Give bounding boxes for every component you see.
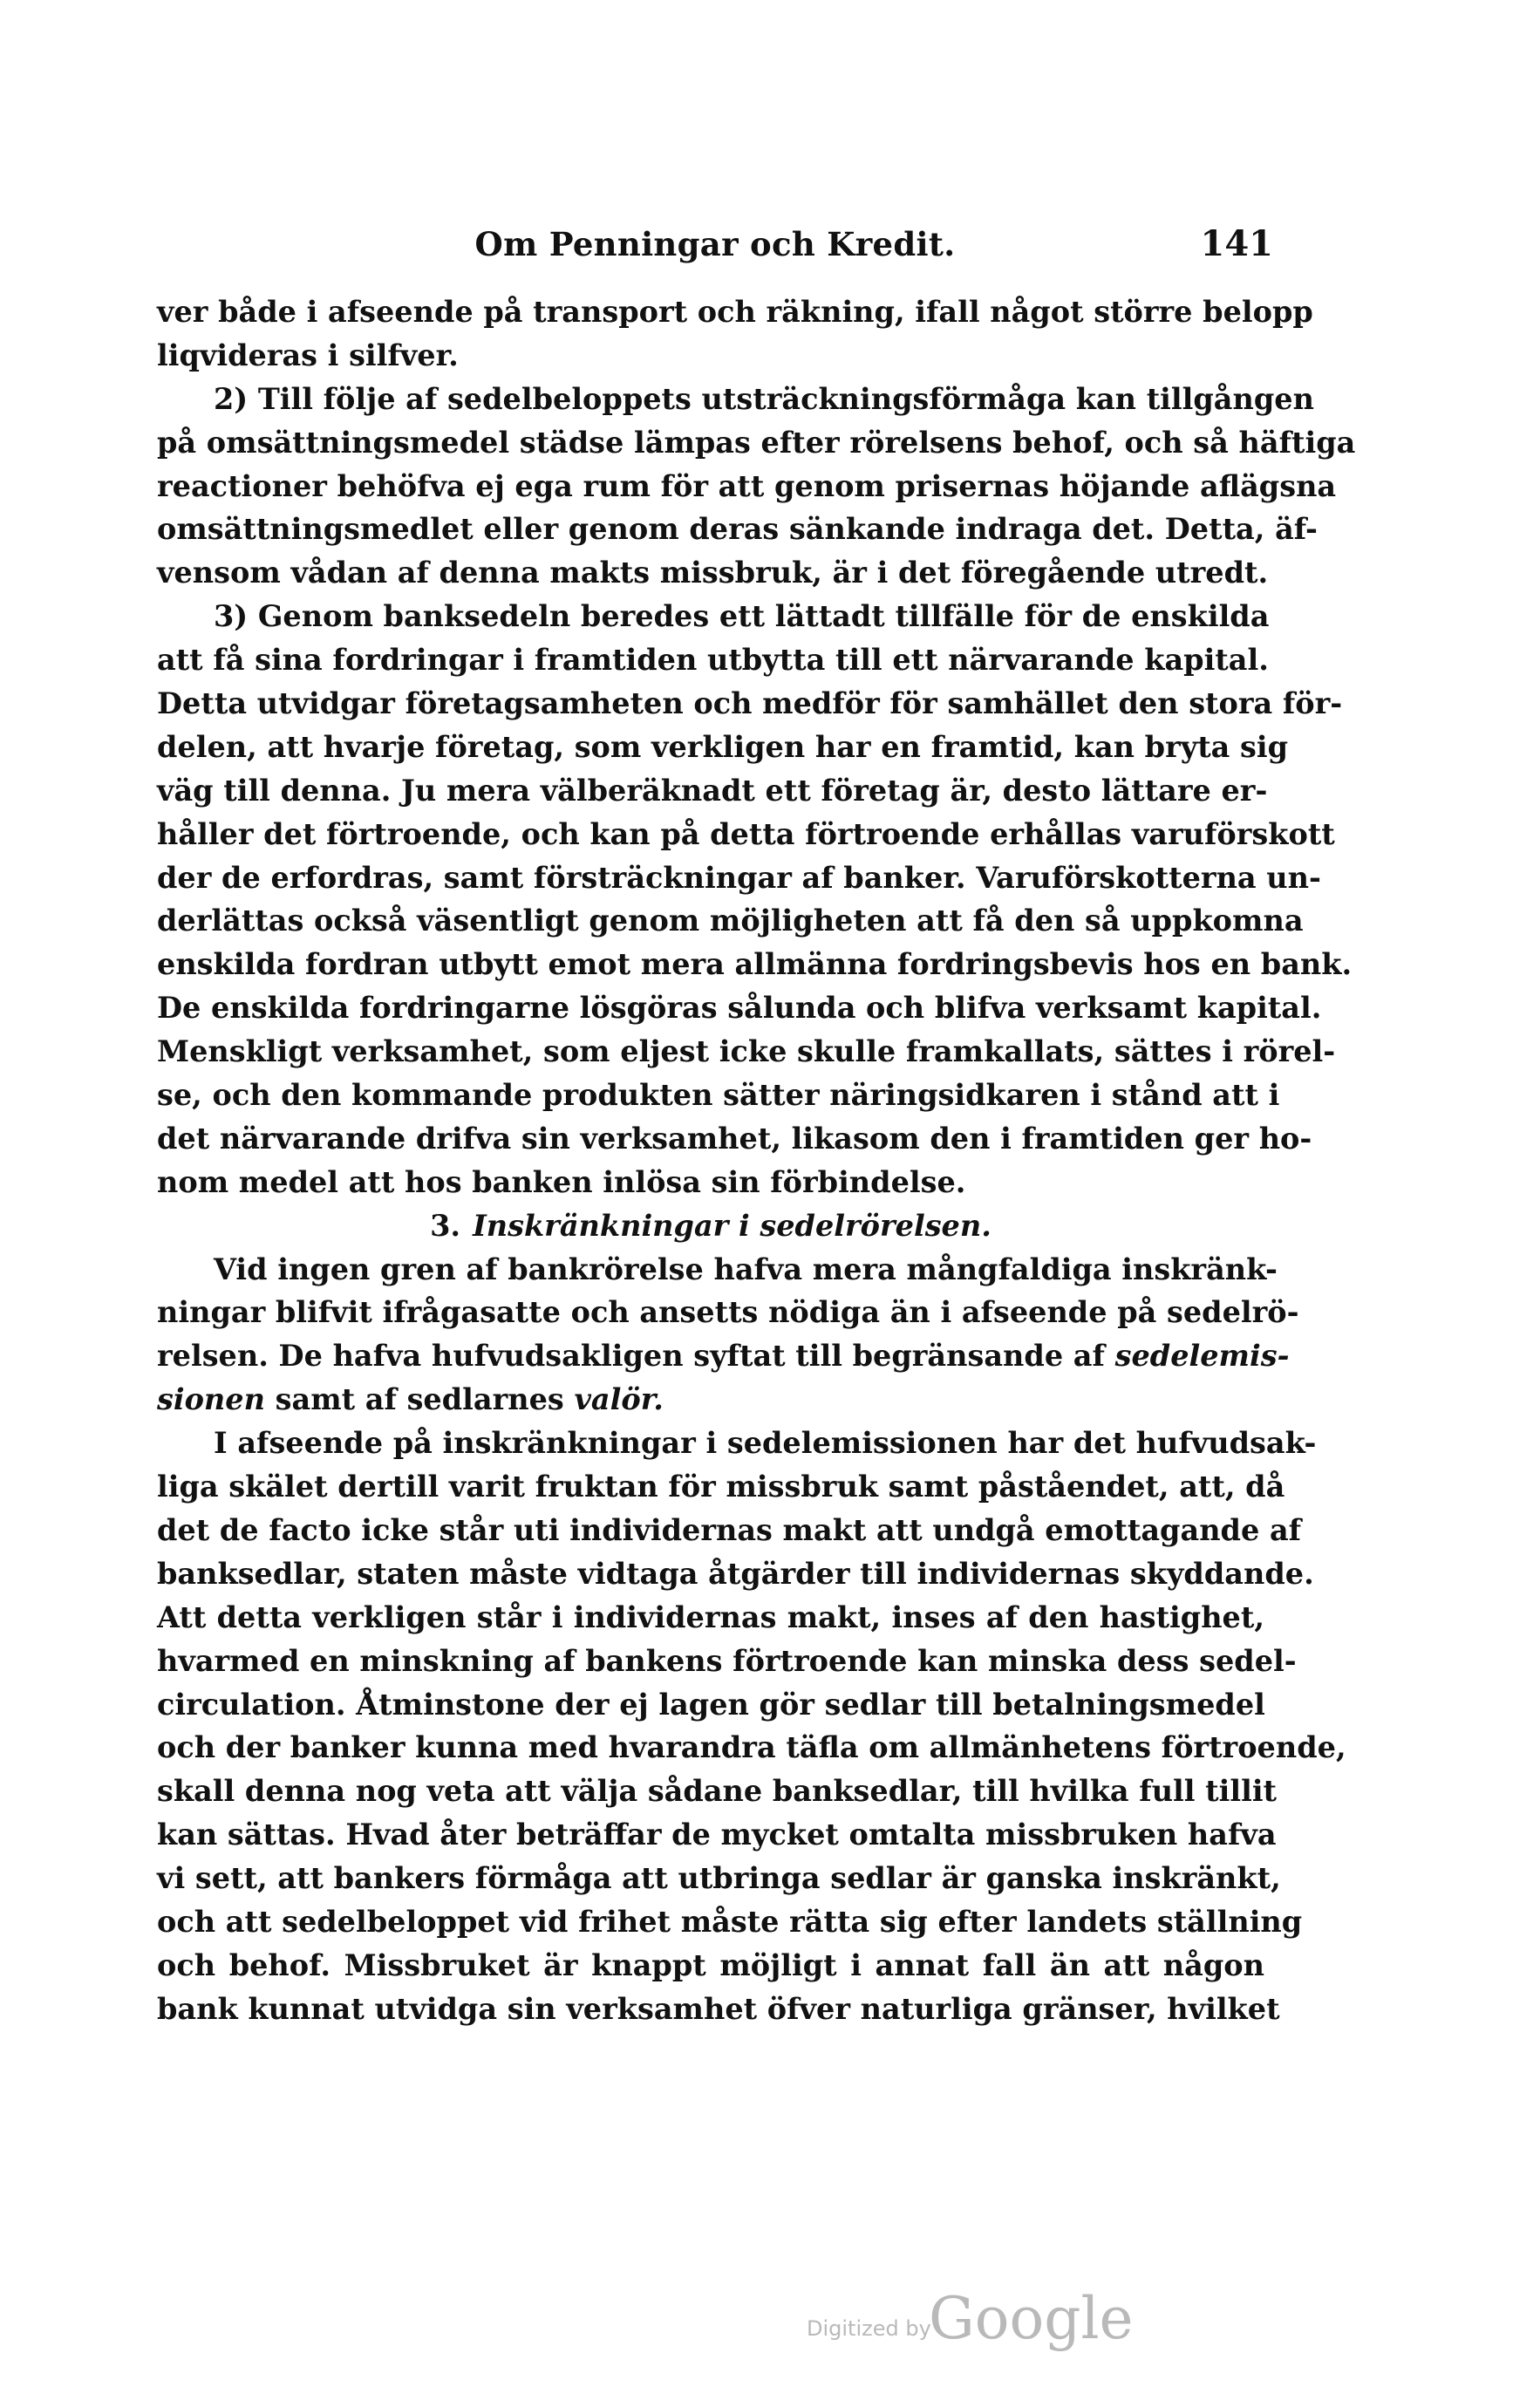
emphasis-sionen: sionen — [157, 1382, 265, 1417]
text-line: skall denna nog veta att välja sådane banksedlar, till hvilka full tillit — [157, 1774, 1278, 1809]
emphasis-sedelemis: sedelemis- — [1114, 1339, 1290, 1374]
running-title: Om Penningar och Kredit. — [474, 225, 956, 263]
text-line: det närvarande drifva sin verksamhet, likasom den i framtiden ger ho- — [157, 1121, 1312, 1156]
google-logo: Google — [929, 2285, 1134, 2352]
text-line: hvarmed en minskning af bankens förtroende kan minska dess sedel- — [157, 1643, 1297, 1678]
text-line: och att sedelbeloppet vid frihet måste rätta sig efter landets ställning — [157, 1904, 1303, 1939]
text-line: omsättningsmedlet eller genom deras sänkande indraga det. Detta, äf- — [157, 512, 1318, 547]
text-line: De enskilda fordringarne lösgöras sålunda och blifva verksamt kapital. — [157, 991, 1322, 1026]
emphasis-valor: valör. — [574, 1382, 664, 1417]
text-line: och der banker kunna med hvarandra täfla om allmänhetens förtroende, — [157, 1730, 1346, 1765]
text-line: att få sina fordringar i framtiden utbytta till ett närvarande kapital. — [157, 643, 1269, 678]
text-line: delen, att hvarje företag, som verkligen har en framtid, kan bryta sig — [157, 729, 1289, 764]
text-line: liga skälet dertill varit fruktan för missbruk samt påståendet, att, då — [157, 1470, 1285, 1504]
text-line-with-emphasis — [157, 1334, 1290, 1378]
text-line: kan sättas. Hvad åter beträffar de mycket omtalta missbruken hafva — [157, 1818, 1277, 1852]
text-line: Vid ingen gren af bankrörelse hafva mera mångfaldiga inskränk- — [214, 1251, 1278, 1286]
text-segment: samt af sedlarnes — [275, 1382, 564, 1417]
text-line: 2) Till följe af sedelbeloppets utsträckningsförmåga kan tillgången — [214, 381, 1314, 416]
text-line: reactioner behöfva ej ega rum för att genom prisernas höjande aflägsna — [157, 468, 1337, 503]
text-line: det de facto icke står uti individernas makt att undgå emottagande af — [157, 1512, 1302, 1547]
text-line: liqvideras i silfver. — [157, 338, 459, 372]
text-line: på omsättningsmedel städse lämpas efter rörelsens behof, och så häftiga — [157, 425, 1356, 460]
text-line: banksedlar, staten måste vidtaga åtgärder till individernas skyddande. — [157, 1556, 1314, 1591]
text-line: bank kunnat utvidga sin verksamhet öfver naturliga gränser, hvilket — [157, 1991, 1280, 2026]
text-line: se, och den kommande produkten sätter näringsidkaren i stånd att i — [157, 1078, 1280, 1113]
section-heading — [157, 1204, 1264, 1248]
text-line: I afseende på inskränkningar i sedelemissionen har det hufvudsak- — [214, 1426, 1317, 1461]
section-number: 3. — [430, 1208, 461, 1243]
digitized-by-google-watermark — [807, 2285, 1134, 2355]
text-segment: relsen. De hafva hufvudsakligen syftat till begränsande af — [157, 1339, 1105, 1374]
text-line: derlättas också väsentligt genom möjligheten att få den så uppkomna — [157, 904, 1304, 938]
text-line: der de erfordras, samt försträckningar af banker. Varuförskotterna un- — [157, 860, 1321, 895]
text-line: Att detta verkligen står i individernas makt, inses af den hastighet, — [157, 1599, 1264, 1634]
text-line: circulation. Åtminstone der ej lagen gör sedlar till betalningsmedel — [157, 1687, 1265, 1722]
text-line: vi sett, att bankers förmåga att utbringa sedlar är ganska inskränkt, — [157, 1861, 1281, 1896]
text-line: enskilda fordran utbytt emot mera allmänna fordringsbevis hos en bank. — [157, 947, 1353, 982]
text-line: nom medel att hos banken inlösa sin förbindelse. — [157, 1164, 966, 1199]
text-line-with-emphasis — [157, 1378, 1264, 1422]
text-line: väg till denna. Ju mera välberäknadt ett företag är, desto lättare er- — [157, 773, 1268, 808]
body-text — [157, 290, 1356, 2031]
running-head — [157, 218, 1273, 270]
text-line: ningar blifvit ifrågasatte och ansetts nödiga än i afseende på sedelrö- — [157, 1295, 1299, 1330]
text-line: Menskligt verksamhet, som eljest icke skulle framkallats, sättes i rörel- — [157, 1034, 1336, 1069]
text-line: vensom vådan af denna makts missbruk, är i det föregående utredt. — [157, 556, 1269, 590]
digitized-by-label: Digitized by — [807, 2316, 931, 2341]
text-line: och behof. Missbruket är knappt möjligt i annat fall än att någon — [157, 1947, 1264, 1982]
text-line: 3) Genom banksedeln beredes ett lättadt tillfälle för de enskilda — [214, 599, 1270, 634]
page-number: 141 — [1200, 223, 1273, 264]
section-title: Inskränkningar i sedelrörelsen. — [473, 1208, 991, 1243]
text-line: Detta utvidgar företagsamheten och medför för samhället den stora för- — [157, 686, 1343, 721]
text-line: ver både i afseende på transport och räkning, ifall något större belopp — [157, 295, 1313, 329]
text-line: håller det förtroende, och kan på detta förtroende erhållas varuförskott — [157, 816, 1335, 851]
